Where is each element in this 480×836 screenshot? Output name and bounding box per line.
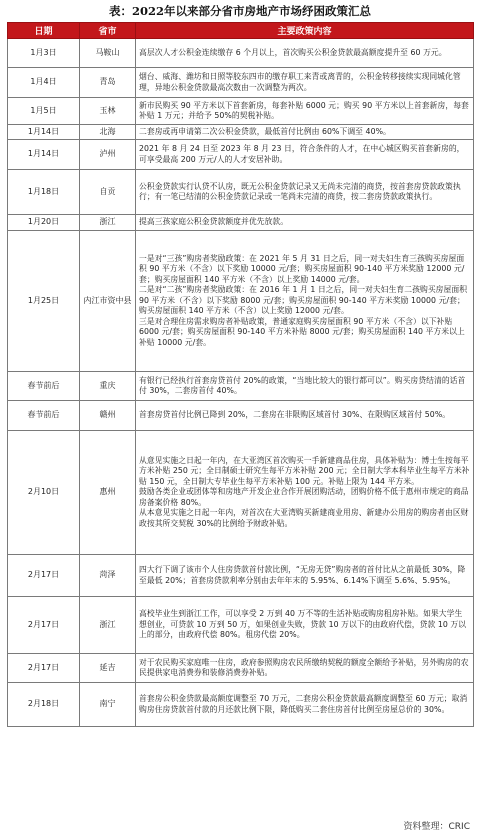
cell-city: 赣州 [80,401,136,431]
policy-paragraph: 从意见实施之日起一年内，在大亚湾区首次购买一手新建商品住房，具体补贴为：博士生按每平方米补贴 250 元；全日制硕士研究生每平方米补贴 200 元；全日制大学本科毕业生每平方米补贴 150 元，全日制大专毕业生每平方米补贴 100 元。补贴上限为 144 平方米。 [139,455,470,486]
policy-table [7,22,474,727]
table-row [8,654,474,683]
cell-city: 青岛 [80,68,136,98]
policy-paragraph: 有银行已经执行首套房贷首付 20%的政策，“当地比较大的银行都可以”。购买房贷结清的话首付 30%，二套房首付 40%。 [139,375,466,395]
policy-paragraph: 新市民购买 90 平方米以下首套新房，每套补贴 6000 元；购买 90 平方米以上首套新房，每套补贴 1 万元；并给予 50%的契税补贴。 [139,100,469,120]
policy-paragraph: 首套房公积金贷款最高额度调整至 70 万元，二套房公积金贷款最高额度调整至 60 万元；取消购房住房贷款首付款的月还款比例下限，降低购买二套住房首付比例至房屋总价的 30%。 [139,694,468,714]
cell-policy-content [136,597,474,654]
policy-paragraph: 烟台、威海、潍坊和日照等胶东四市的缴存职工来青或离青的，公积金转移接续实现同城化管理，异地公积金贷款最高次数由一次调整为两次。 [139,72,461,92]
table-row [8,140,474,170]
policy-paragraph: 2021 年 8 月 24 日至 2023 年 8 月 23 日，符合条件的人才，在中心城区购买首套新房的，可享受最高 200 万元/人的人才安居补助。 [139,144,465,164]
table-row [8,39,474,68]
cell-policy-content [136,140,474,170]
policy-paragraph: 高校毕业生到浙江工作，可以享受 2 万到 40 万不等的生活补贴或购房租房补贴。如果大学生想创业，可贷款 10 万到 50 万，如果创业失败，贷款 10 万以下的由政府代偿，贷款 10 万以上的部分，由政府代偿 80%。租房代偿 20%。 [139,609,467,640]
table-row [8,215,474,231]
cell-city: 重庆 [80,372,136,401]
table-row [8,98,474,125]
cell-city: 内江市资中县 [80,231,136,372]
table-body [8,39,474,727]
cell-date: 春节前后 [8,372,80,401]
cell-city: 南宁 [80,683,136,727]
policy-paragraph: 从本意见实施之日起一年内，对首次在大亚湾购买新建商业用房、新建办公用房的购房者由区财政按其所交契税 30%的比例给予财政补贴。 [139,508,469,528]
cell-city: 菏泽 [80,555,136,597]
policy-paragraph: 对于农民购买家庭唯一住房，政府参照购房农民所缴纳契税的额度全额给予补贴，另外购房的农民提供家电消费券和装修消费券补贴。 [139,657,469,677]
cell-date: 2月10日 [8,431,80,555]
policy-paragraph: 提高三孩家庭公积金贷款额度并优先放款。 [139,217,289,227]
cell-policy-content [136,231,474,372]
cell-date: 1月14日 [8,140,80,170]
cell-city: 浙江 [80,215,136,231]
table-row [8,683,474,727]
cell-date: 1月14日 [8,125,80,140]
policy-paragraph: 三是对合理住房需求购房者补贴政策，普通家庭购买房屋面积 90 平方米（不含）以下补贴 6000 元/套；购买房屋面积 90-140 平方米补贴 8000 元/套；购买房屋面积 140 平方米以上补贴 10000 元/套。 [139,316,465,347]
table-row [8,170,474,215]
cell-city: 自贡 [80,170,136,215]
cell-policy-content [136,654,474,683]
cell-policy-content [136,39,474,68]
cell-date: 2月17日 [8,555,80,597]
table-header [8,23,474,39]
policy-paragraph: 首套房贷首付比例已降到 20%，二套房在非限购区域首付 30%、在限购区域首付 50%。 [139,410,451,420]
cell-city: 马鞍山 [80,39,136,68]
policy-paragraph: 二是对“二孩”购房者奖励政策：在 2016 年 1 月 1 日之后，同一对夫妇生育二孩购买房屋面积 90 平方米（不含）以下奖励 8000 元/套；购买房屋面积 90-140 平方米奖励 10000 元/套；购买房屋面积 140 平方米（不含）以上奖励 12000 元/套。 [139,285,468,316]
cell-date: 1月5日 [8,98,80,125]
cell-city: 玉林 [80,98,136,125]
cell-city: 惠州 [80,431,136,555]
policy-paragraph: 四大行下调了该市个人住房贷款首付款比例，“无房无贷”购房者的首付比从之前最低 30%，降至最低 20%；首套房贷款利率分别由去年年末的 5.95%、6.14%下调至 5.6%、5.95%。 [139,565,466,585]
cell-date: 2月17日 [8,654,80,683]
cell-date: 1月4日 [8,68,80,98]
cell-city: 延吉 [80,654,136,683]
cell-policy-content [136,372,474,401]
cell-date: 2月17日 [8,597,80,654]
cell-date: 1月18日 [8,170,80,215]
table-row [8,555,474,597]
cell-city: 浙江 [80,597,136,654]
source-note: 资料整理：CRIC [403,822,470,832]
cell-policy-content [136,401,474,431]
cell-policy-content [136,683,474,727]
cell-policy-content [136,170,474,215]
cell-policy-content [136,215,474,231]
cell-policy-content [136,125,474,140]
table-row [8,231,474,372]
table-row [8,401,474,431]
table-row [8,597,474,654]
policy-paragraph: 鼓励各类企业或团体等和房地产开发企业合作开展团购活动，团购价格不低于惠州市规定的商品房备案价格 80%。 [139,487,469,507]
table-row [8,372,474,401]
cell-policy-content [136,431,474,555]
cell-date: 1月25日 [8,231,80,372]
cell-date: 1月20日 [8,215,80,231]
policy-paragraph: 公积金贷款实行认贷不认房，既无公积金贷款记录又无尚未完清的商贷，按首套房贷款政策执行；有一笔已结清的公积金贷款记录或一笔尚未完清的商贷，按二套房贷款政策执行。 [139,181,461,201]
policy-paragraph: 一是对“三孩”购房者奖励政策：在 2021 年 5 月 31 日之后，同一对夫妇生育三孩购买房屋面积 90 平方米（不含）以下奖励 10000 元/套；购买房屋面积 90-140 平方米奖励 12000 元/套；购买房屋面积 140 平方米（不含）以上奖励 14000 元/套。 [139,253,465,284]
cell-policy-content [136,68,474,98]
header-city: 省市 [80,23,136,39]
cell-city: 北海 [80,125,136,140]
policy-paragraph: 高层次人才公积金连续缴存 6 个月以上，首次购买公积金贷款最高额度提升至 60 万元。 [139,47,447,57]
policy-paragraph: 二套房或再申请第二次公积金贷款，最低首付比例由 60%下调至 40%。 [139,126,391,136]
cell-policy-content [136,98,474,125]
cell-date: 1月3日 [8,39,80,68]
cell-policy-content [136,555,474,597]
cell-date: 春节前后 [8,401,80,431]
header-content: 主要政策内容 [136,23,474,39]
header-date: 日期 [8,23,80,39]
table-row [8,431,474,555]
cell-date: 2月18日 [8,683,80,727]
table-title: 表：2022年以来部分省市房地产市场纾困政策汇总 [108,4,371,18]
table-row [8,68,474,98]
cell-city: 泸州 [80,140,136,170]
table-row [8,125,474,140]
